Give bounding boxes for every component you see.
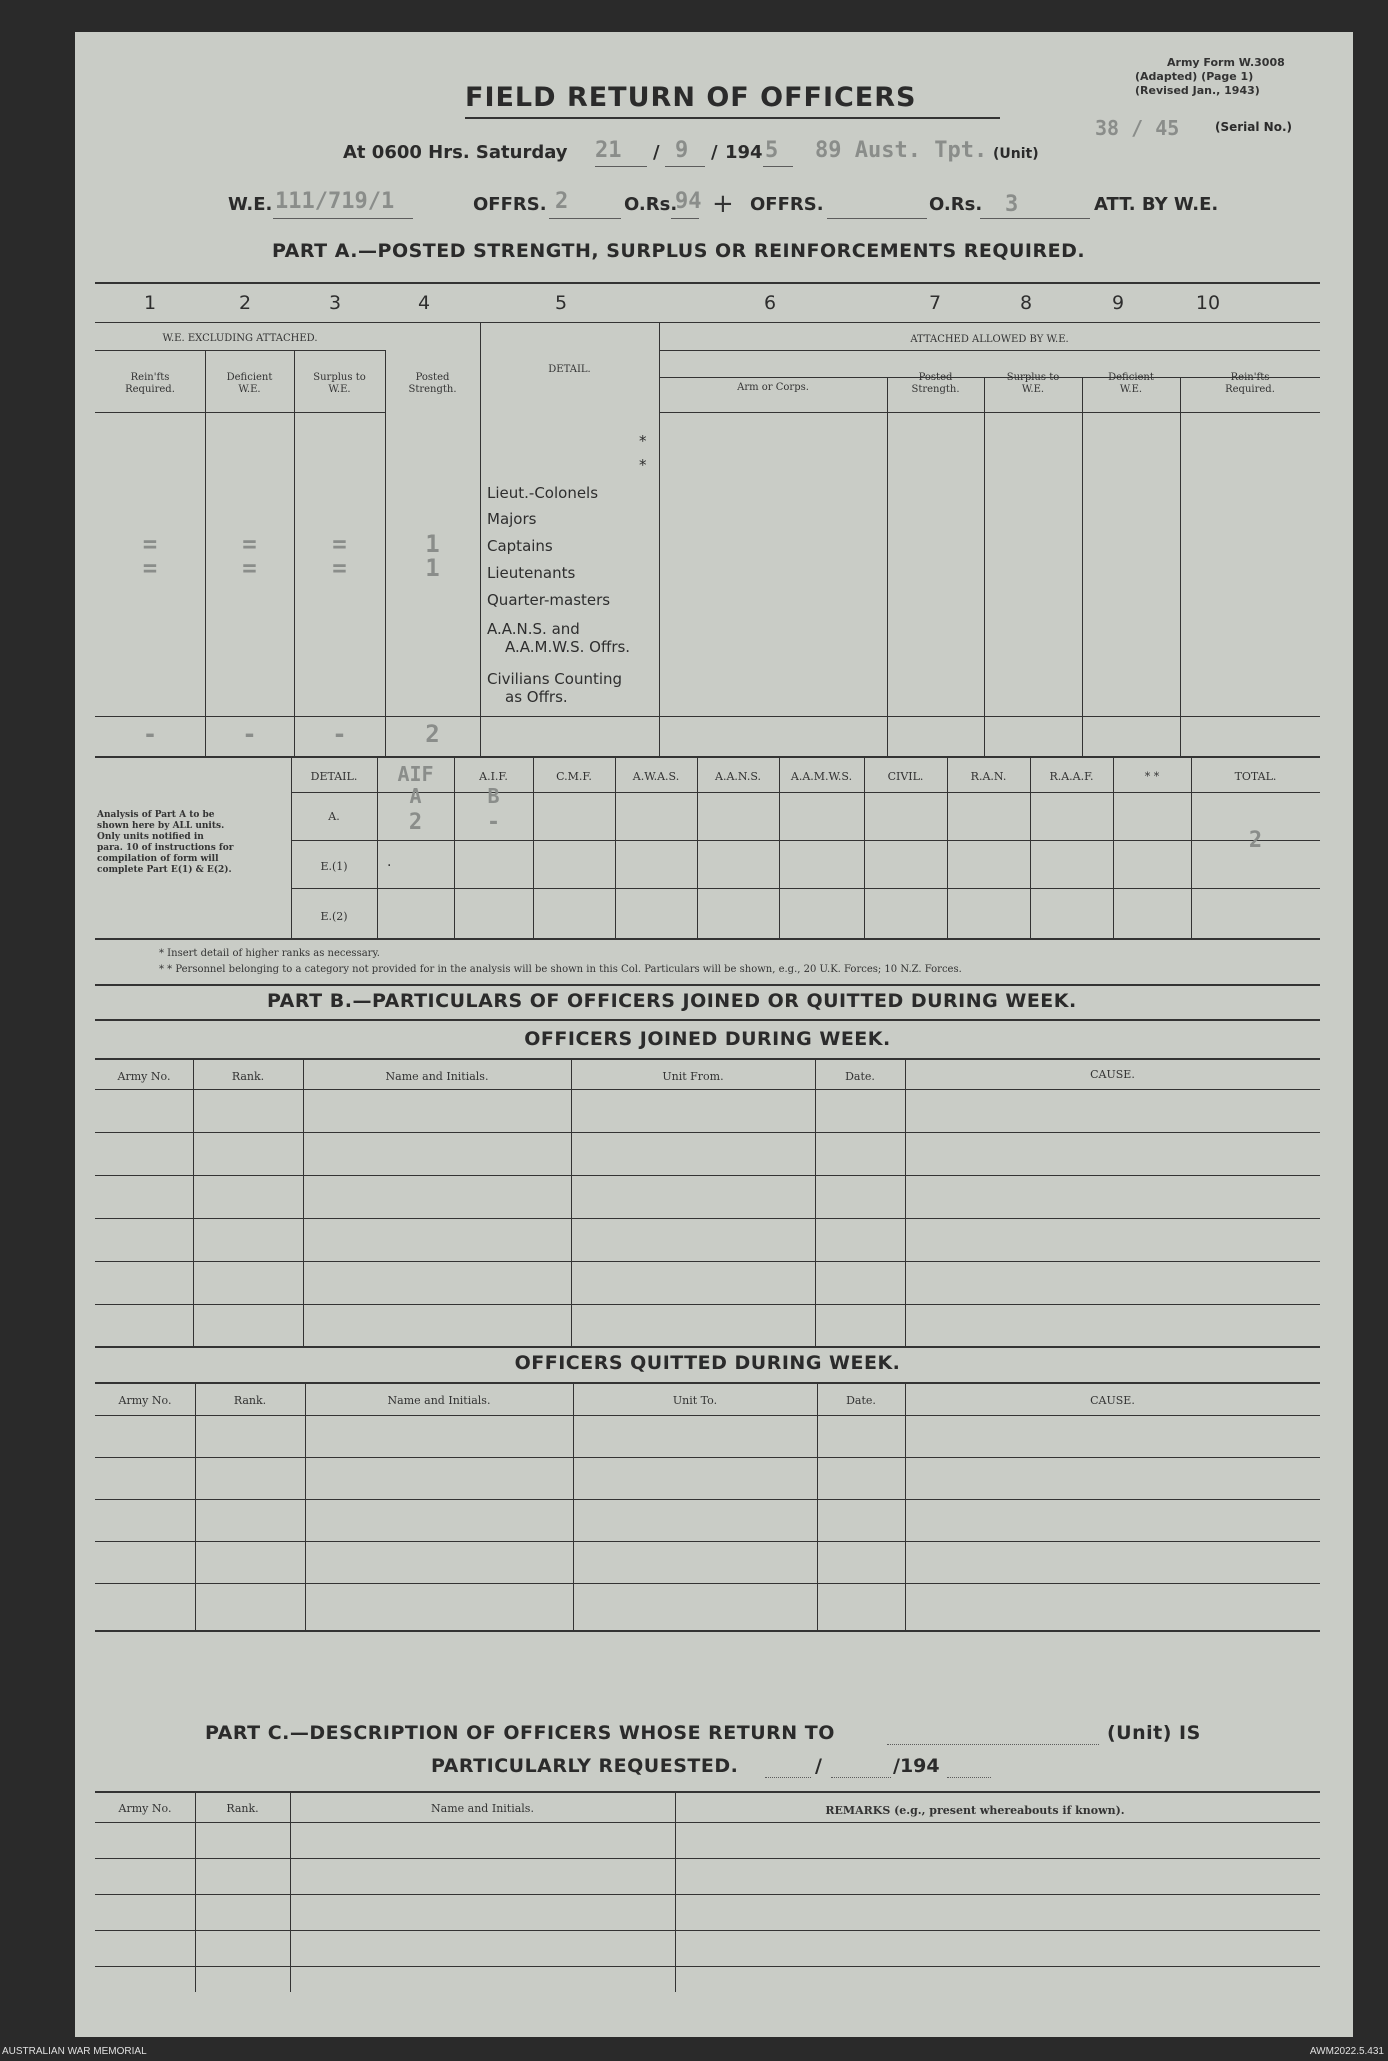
subhead-att-reinforcements: [1180, 372, 1320, 396]
analysis-head-awas: A.W.A.S.: [632, 770, 680, 783]
analysis-bottom-border: [95, 938, 1320, 940]
part-c-col-remarks: REMARKS (e.g., present whereabouts if known).: [825, 1804, 1125, 1817]
table-row: [95, 1858, 1320, 1859]
ors-att-value: 3: [1005, 192, 1019, 217]
quitted-heading-rule: [95, 1382, 1320, 1384]
subhead-reinforcements: [95, 372, 205, 396]
quitted-top-rule: [95, 1346, 1320, 1348]
star-2: *: [639, 456, 647, 474]
joined-col-unit-from: Unit From.: [662, 1070, 724, 1083]
form-title: FIELD RETURN OF OFFICERS: [465, 82, 917, 113]
analysis-head-total: TOTAL.: [1234, 770, 1277, 783]
table-row: [95, 1894, 1320, 1895]
col-divider-8: [1082, 377, 1083, 756]
col-number-6: 6: [763, 292, 777, 314]
year-prefix: 194: [725, 142, 763, 163]
part-c-unit-line: [887, 1744, 1099, 1745]
part-c-unit-label: (Unit) IS: [1107, 1722, 1201, 1744]
subhead-surplus: [294, 372, 385, 396]
rank-quarter-masters: Quarter-masters: [487, 591, 611, 609]
subhead-line: Required.: [125, 384, 175, 395]
we-label: W.E.: [228, 194, 273, 215]
ors-att-line: [980, 218, 1090, 219]
col-number-4: 4: [417, 292, 431, 314]
form-ref-line-2: (Adapted) (Page 1): [1135, 70, 1254, 83]
total-surplus: -: [332, 720, 347, 748]
lieutenants-deficient: =: [242, 554, 257, 582]
table-column-rule: [905, 1058, 906, 1346]
rank-civilians-cont: as Offrs.: [505, 688, 568, 706]
col-divider-6: [887, 377, 888, 756]
part-c-date-sep: /: [815, 1755, 823, 1777]
analysis-note-line: shown here by ALL units.: [97, 821, 225, 831]
col-number-5: 5: [554, 292, 568, 314]
analysis-note-line: complete Part E(1) & E(2).: [97, 865, 232, 875]
serial-value: 38 / 45: [1095, 116, 1180, 140]
subhead-line: Strength.: [408, 384, 457, 395]
col-divider-9: [1180, 377, 1181, 756]
subhead-line: Posted: [918, 372, 953, 383]
we-group-rule: [95, 350, 385, 351]
analysis-head-raaf: R.A.A.F.: [1049, 770, 1094, 783]
analysis-divider: [864, 756, 865, 938]
subhead-line: Deficient: [1108, 372, 1154, 383]
ors-value: 94: [675, 189, 702, 214]
table-column-rule: [905, 1382, 906, 1630]
col-number-rule: [95, 322, 1320, 323]
subhead-deficient: [205, 372, 294, 396]
col-number-10: 10: [1195, 292, 1221, 314]
subhead-line: W.E.: [238, 384, 261, 395]
part-c-col-army-no: Army No.: [118, 1802, 172, 1815]
part-c-year: /194: [893, 1755, 940, 1777]
part-b-heading: PART B.—PARTICULARS OF OFFICERS JOINED OR QUITTED DURING WEEK.: [267, 990, 1077, 1012]
date-separator-1: /: [653, 142, 661, 163]
rank-lieut-colonels: Lieut.-Colonels: [487, 484, 599, 502]
we-excluding-heading: W.E. EXCLUDING ATTACHED.: [162, 333, 318, 344]
table-row: [95, 1175, 1320, 1176]
subhead-line: Rein'fts: [130, 372, 170, 383]
table-column-rule: [195, 1382, 196, 1630]
ors-label: O.Rs.: [624, 194, 678, 215]
subhead-att-surplus: [984, 372, 1082, 396]
att-by-we-label: ATT. BY W.E.: [1094, 194, 1219, 215]
table-row: [95, 1304, 1320, 1305]
time-label: At 0600 Hrs. Saturday: [343, 142, 568, 163]
year-line: [763, 166, 793, 167]
subhead-bottom-rule: [95, 412, 385, 413]
ors-line: [671, 218, 699, 219]
total-reinforcements: -: [142, 720, 158, 748]
analysis-head-detail: DETAIL.: [310, 770, 358, 783]
col-number-9: 9: [1111, 292, 1125, 314]
we-line: [273, 218, 413, 219]
table-row: [95, 1457, 1320, 1458]
note-other-personnel: * * Personnel belonging to a category not provided for in the analysis will be shown in this Col. Particulars will be shown, e.g., 20 U.K. Forces; 10 N.Z. Forces.: [159, 964, 962, 975]
lieutenants-posted: 1: [425, 554, 440, 582]
table-row: [95, 1218, 1320, 1219]
part-b-heading-rule: [95, 1019, 1320, 1021]
offrs-label: OFFRS.: [473, 194, 547, 215]
table-row: [95, 1499, 1320, 1500]
analysis-note-line: compilation of form will: [97, 854, 219, 864]
joined-heading: OFFICERS JOINED DURING WEEK.: [524, 1028, 891, 1050]
analysis-head-cmf: C.M.F.: [556, 770, 592, 783]
table-column-rule: [573, 1382, 574, 1630]
analysis-divider: [533, 756, 534, 938]
analysis-divider: [697, 756, 698, 938]
part-c-col-name: Name and Initials.: [431, 1802, 534, 1815]
analysis-row-e2-label: E.(2): [320, 910, 348, 923]
joined-col-rank: Rank.: [231, 1070, 265, 1083]
month-value: 9: [675, 138, 689, 163]
table-row: [95, 1261, 1320, 1262]
analysis-head-civil: CIVIL.: [887, 770, 924, 783]
analysis-aif2-sub: B: [487, 784, 500, 808]
part-a-top-border: [95, 282, 1320, 284]
table-column-rule: [815, 1058, 816, 1346]
day-value: 21: [595, 138, 622, 163]
subhead-line: Posted: [415, 372, 450, 383]
table-column-rule: [303, 1058, 304, 1346]
subhead-line: Surplus to: [313, 372, 366, 383]
year-value: 5: [765, 138, 779, 163]
table-column-rule: [305, 1382, 306, 1630]
total-posted: 2: [425, 720, 440, 748]
table-row: [95, 1415, 1320, 1416]
table-row: [95, 1966, 1320, 1967]
serial-label: (Serial No.): [1215, 120, 1293, 134]
subhead-line: Rein'fts: [1230, 372, 1270, 383]
quitted-col-date: Date.: [846, 1394, 876, 1407]
captains-posted: 1: [425, 530, 440, 558]
joined-col-cause: CAUSE.: [1090, 1068, 1135, 1081]
analysis-head-ran: R.A.N.: [970, 770, 1007, 783]
part-c-year-line: [947, 1777, 991, 1778]
analysis-note: [97, 810, 234, 876]
joined-heading-rule: [95, 1058, 1320, 1060]
analysis-row-a-label: A.: [328, 810, 340, 823]
part-b-top-rule: [95, 984, 1320, 986]
analysis-note-line: Analysis of Part A to be: [97, 810, 215, 820]
table-column-rule: [817, 1382, 818, 1630]
note-higher-ranks: * Insert detail of higher ranks as necessary.: [159, 948, 380, 959]
captains-deficient: =: [242, 530, 257, 558]
form-ref-line-1: Army Form W.3008: [1167, 56, 1285, 69]
offrs-att-line: [827, 218, 927, 219]
table-row: [95, 1822, 1320, 1823]
joined-col-army-no: Army No.: [117, 1070, 171, 1083]
detail-heading: DETAIL.: [548, 364, 591, 375]
analysis-divider: [1030, 756, 1031, 938]
part-c-date-line-2: [831, 1777, 891, 1778]
att-group-rule: [659, 350, 1320, 351]
subhead-att-deficient: [1082, 372, 1180, 396]
date-separator-2: /: [711, 142, 719, 163]
title-underline: [465, 117, 1000, 119]
part-c-line-1: PART C.—DESCRIPTION OF OFFICERS WHOSE RETURN TO: [205, 1722, 835, 1744]
analysis-note-line: Only units notified in: [97, 832, 204, 842]
col-divider-7: [984, 377, 985, 756]
part-c-date-line-1: [765, 1777, 811, 1778]
form-sheet: [75, 32, 1353, 2037]
part-c-col-rank: Rank.: [226, 1802, 259, 1815]
analysis-head-aif-typed: AIF: [397, 762, 434, 786]
analysis-aif-sub: A: [409, 784, 422, 808]
ors-att-label: O.Rs.: [929, 194, 983, 215]
offrs-line: [549, 218, 621, 219]
quitted-col-rank: Rank.: [233, 1394, 267, 1407]
subhead-line: Surplus to: [1006, 372, 1060, 383]
analysis-note-line: para. 10 of instructions for: [97, 843, 234, 853]
subhead-line: Required.: [1225, 384, 1275, 395]
analysis-row-a-aif2: -: [486, 810, 501, 835]
attached-allowed-heading: ATTACHED ALLOWED BY W.E.: [910, 334, 1069, 345]
plus-sign: +: [712, 189, 734, 219]
subhead-arm-corps: Arm or Corps.: [737, 382, 809, 393]
unit-value: 89 Aust. Tpt.: [815, 138, 988, 163]
analysis-head-aans: A.A.N.S.: [715, 770, 761, 783]
table-row: [95, 1583, 1320, 1584]
total-deficient: -: [242, 720, 257, 748]
subhead-att-posted: [887, 372, 984, 396]
day-line: [595, 166, 647, 167]
caption-right: AWM2022.5.431: [1309, 2046, 1384, 2057]
joined-col-name: Name and Initials.: [385, 1070, 489, 1083]
caption-left: AUSTRALIAN WAR MEMORIAL: [2, 2046, 147, 2057]
subhead-posted: [385, 372, 480, 396]
table-row: [95, 1930, 1320, 1931]
subhead-line: W.E.: [328, 384, 351, 395]
analysis-row-a-total: 2: [1248, 828, 1263, 853]
we-value: 111/719/1: [275, 189, 395, 214]
analysis-head-aif: A.I.F.: [479, 770, 508, 783]
offrs-value: 2: [555, 189, 569, 214]
analysis-row-e1-label: E.(1): [320, 860, 348, 873]
col-number-7: 7: [928, 292, 942, 314]
subhead-line: W.E.: [1021, 384, 1045, 395]
analysis-divider: [615, 756, 616, 938]
captains-surplus: =: [332, 530, 347, 558]
form-ref-line-3: (Revised Jan., 1943): [1135, 84, 1260, 97]
lieutenants-surplus: =: [332, 554, 347, 582]
analysis-head-aamws: A.A.M.W.S.: [790, 770, 853, 783]
part-c-line-2: PARTICULARLY REQUESTED.: [431, 1755, 739, 1777]
quitted-col-name: Name and Initials.: [387, 1394, 491, 1407]
subhead-line: W.E.: [1119, 384, 1143, 395]
analysis-divider: [947, 756, 948, 938]
subhead-bottom-rule-right: [659, 412, 1320, 413]
part-a-heading: PART A.—POSTED STRENGTH, SURPLUS OR REINFORCEMENTS REQUIRED.: [272, 240, 1086, 262]
table-row: [95, 1132, 1320, 1133]
part-a-bottom-border: [95, 756, 1320, 758]
rank-aamws: A.A.M.W.S. Offrs.: [505, 638, 631, 656]
form-reference: [1135, 56, 1285, 98]
joined-col-date: Date.: [845, 1070, 875, 1083]
rank-aans: A.A.N.S. and: [487, 620, 580, 638]
quitted-col-unit-to: Unit To.: [672, 1394, 718, 1407]
table-column-rule: [571, 1058, 572, 1346]
analysis-row-a-aif: 2: [408, 810, 423, 835]
quitted-col-army-no: Army No.: [118, 1394, 172, 1407]
col-number-3: 3: [328, 292, 342, 314]
rank-captains: Captains: [487, 537, 553, 555]
subhead-line: Strength.: [911, 384, 960, 395]
analysis-row-a-rule: [291, 840, 1320, 841]
col-number-1: 1: [143, 292, 157, 314]
part-c-table-top: [95, 1791, 1320, 1793]
table-column-rule: [193, 1058, 194, 1346]
lieutenants-reinforcements: =: [142, 554, 158, 582]
table-row: [95, 1089, 1320, 1090]
rank-civilians: Civilians Counting: [487, 670, 623, 688]
total-row-rule: [95, 716, 1320, 717]
rank-lieutenants: Lieutenants: [487, 564, 576, 582]
quitted-col-cause: CAUSE.: [1090, 1394, 1135, 1407]
col-number-2: 2: [238, 292, 252, 314]
star-1: *: [639, 432, 647, 450]
part-b-bottom-rule: [95, 1630, 1320, 1632]
col-divider-4: [480, 322, 481, 756]
analysis-e1-mark: .: [387, 854, 392, 870]
captains-reinforcements: =: [142, 530, 158, 558]
month-line: [665, 166, 705, 167]
offrs-att-label: OFFRS.: [750, 194, 824, 215]
subhead-line: Deficient: [226, 372, 273, 383]
analysis-head-other: * *: [1144, 770, 1160, 783]
analysis-divider: [1113, 756, 1114, 938]
analysis-divider: [779, 756, 780, 938]
table-row: [95, 1541, 1320, 1542]
col-number-8: 8: [1019, 292, 1033, 314]
analysis-row-e1-rule: [291, 888, 1320, 889]
rank-majors: Majors: [487, 510, 537, 528]
quitted-heading: OFFICERS QUITTED DURING WEEK.: [514, 1352, 901, 1374]
unit-label: (Unit): [993, 146, 1039, 162]
